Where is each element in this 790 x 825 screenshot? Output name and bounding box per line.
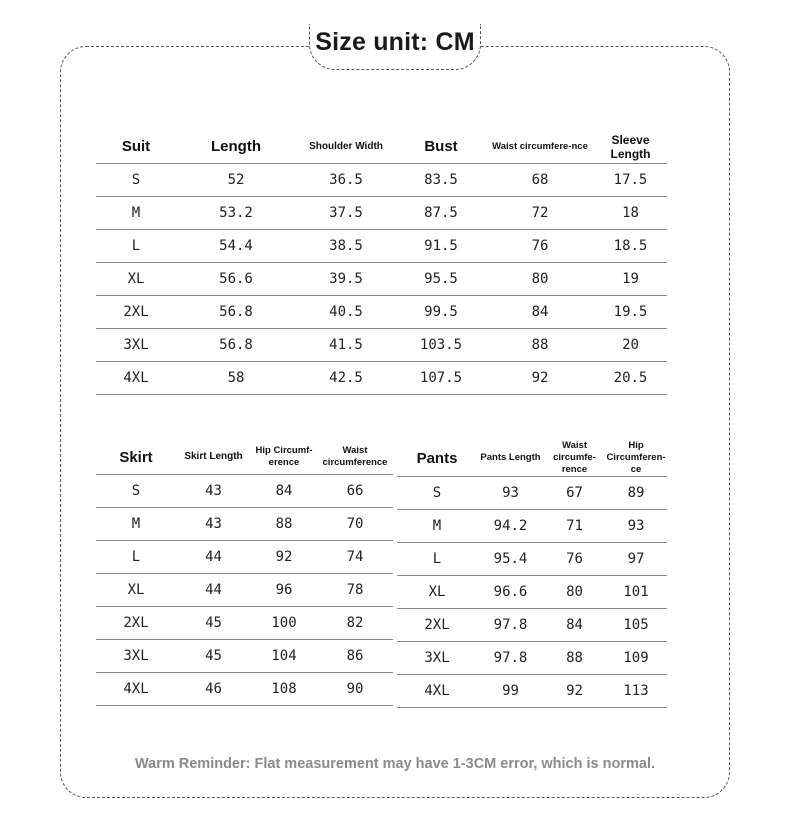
measurement-cell: 92 [486,362,594,395]
warm-reminder: Warm Reminder: Flat measurement may have 1-3CM error, which is normal. [134,756,656,772]
header-waist: Waist circumfe-rence [544,440,605,477]
size-cell: M [96,508,176,541]
measurement-cell: 92 [544,675,605,708]
measurement-cell: 52 [176,164,296,197]
measurement-cell: 84 [251,475,317,508]
suit-table-body [96,164,667,395]
table-row [397,477,667,510]
measurement-cell: 96 [251,574,317,607]
measurement-cell: 72 [486,197,594,230]
skirt-size-table [96,440,393,706]
size-cell: S [96,164,176,197]
size-cell: 4XL [96,362,176,395]
page-title: Size unit: CM [315,28,475,56]
measurement-cell: 68 [486,164,594,197]
header-pants: Pants [397,440,477,477]
measurement-cell: 113 [605,675,667,708]
measurement-cell: 39.5 [296,263,396,296]
measurement-cell: 41.5 [296,329,396,362]
table-row [96,329,667,362]
pants-size-table [397,440,667,708]
measurement-cell: 43 [176,508,251,541]
measurement-cell: 67 [544,477,605,510]
size-cell: S [397,477,477,510]
pants-table-body [397,477,667,708]
measurement-cell: 92 [251,541,317,574]
table-row [96,197,667,230]
measurement-cell: 71 [544,510,605,543]
measurement-cell: 56.8 [176,296,296,329]
measurement-cell: 42.5 [296,362,396,395]
header-sleeve-length: Sleeve Length [594,130,667,164]
measurement-cell: 99.5 [396,296,486,329]
table-row [96,640,393,673]
measurement-cell: 84 [486,296,594,329]
header-skirt: Skirt [96,440,176,475]
header-shoulder-width: Shoulder Width [296,130,396,164]
title-tab [309,24,481,70]
measurement-cell: 109 [605,642,667,675]
measurement-cell: 40.5 [296,296,396,329]
header-pants-length: Pants Length [477,440,544,477]
size-cell: 4XL [96,673,176,706]
table-row [397,510,667,543]
measurement-cell: 93 [605,510,667,543]
header-waist: Waist circumference [317,440,393,475]
measurement-cell: 44 [176,574,251,607]
measurement-cell: 70 [317,508,393,541]
measurement-cell: 19.5 [594,296,667,329]
measurement-cell: 100 [251,607,317,640]
size-cell: 4XL [397,675,477,708]
measurement-cell: 96.6 [477,576,544,609]
table-row [96,164,667,197]
table-header-row [397,440,667,477]
header-hip: Hip Circumf-erence [251,440,317,475]
measurement-cell: 44 [176,541,251,574]
table-row [96,263,667,296]
measurement-cell: 86 [317,640,393,673]
measurement-cell: 82 [317,607,393,640]
measurement-cell: 97.8 [477,642,544,675]
measurement-cell: 88 [251,508,317,541]
measurement-cell: 87.5 [396,197,486,230]
size-cell: L [397,543,477,576]
measurement-cell: 74 [317,541,393,574]
measurement-cell: 108 [251,673,317,706]
measurement-cell: 99 [477,675,544,708]
measurement-cell: 66 [317,475,393,508]
size-cell: L [96,230,176,263]
table-row [96,508,393,541]
size-cell: 2XL [96,607,176,640]
table-row [397,543,667,576]
measurement-cell: 91.5 [396,230,486,263]
size-cell: 2XL [397,609,477,642]
size-cell: S [96,475,176,508]
size-cell: M [397,510,477,543]
table-row [397,609,667,642]
measurement-cell: 83.5 [396,164,486,197]
measurement-cell: 93 [477,477,544,510]
measurement-cell: 95.4 [477,543,544,576]
measurement-cell: 45 [176,607,251,640]
size-cell: XL [397,576,477,609]
measurement-cell: 94.2 [477,510,544,543]
header-bust: Bust [396,130,486,164]
size-cell: L [96,541,176,574]
measurement-cell: 18 [594,197,667,230]
table-row [397,675,667,708]
measurement-cell: 90 [317,673,393,706]
size-cell: 3XL [397,642,477,675]
table-row [96,296,667,329]
measurement-cell: 20.5 [594,362,667,395]
measurement-cell: 88 [486,329,594,362]
table-header-row [96,440,393,475]
table-row [96,673,393,706]
size-cell: XL [96,263,176,296]
measurement-cell: 101 [605,576,667,609]
measurement-cell: 20 [594,329,667,362]
header-hip: Hip Circumferen-ce [606,440,666,475]
measurement-cell: 38.5 [296,230,396,263]
measurement-cell: 97.8 [477,609,544,642]
table-row [96,574,393,607]
size-cell: 3XL [96,640,176,673]
header-skirt-length: Skirt Length [176,440,251,475]
measurement-cell: 84 [544,609,605,642]
skirt-table-body [96,475,393,706]
measurement-cell: 53.2 [176,197,296,230]
measurement-cell: 54.4 [176,230,296,263]
measurement-cell: 56.6 [176,263,296,296]
measurement-cell: 19 [594,263,667,296]
measurement-cell: 37.5 [296,197,396,230]
measurement-cell: 107.5 [396,362,486,395]
table-row [96,362,667,395]
table-row [96,475,393,508]
measurement-cell: 58 [176,362,296,395]
size-cell: 3XL [96,329,176,362]
measurement-cell: 104 [251,640,317,673]
size-cell: 2XL [96,296,176,329]
table-row [96,607,393,640]
measurement-cell: 105 [605,609,667,642]
table-row [397,576,667,609]
measurement-cell: 97 [605,543,667,576]
header-length: Length [176,130,296,164]
size-cell: M [96,197,176,230]
table-header-row [96,130,667,164]
measurement-cell: 43 [176,475,251,508]
header-waist: Waist circumfere-nce [486,130,594,164]
table-row [96,230,667,263]
table-row [397,642,667,675]
suit-size-table [96,130,667,395]
measurement-cell: 78 [317,574,393,607]
measurement-cell: 88 [544,642,605,675]
measurement-cell: 89 [605,477,667,510]
measurement-cell: 103.5 [396,329,486,362]
measurement-cell: 18.5 [594,230,667,263]
table-row [96,541,393,574]
measurement-cell: 46 [176,673,251,706]
measurement-cell: 36.5 [296,164,396,197]
header-suit: Suit [96,130,176,164]
measurement-cell: 45 [176,640,251,673]
measurement-cell: 17.5 [594,164,667,197]
measurement-cell: 56.8 [176,329,296,362]
measurement-cell: 80 [486,263,594,296]
measurement-cell: 95.5 [396,263,486,296]
measurement-cell: 76 [486,230,594,263]
measurement-cell: 76 [544,543,605,576]
measurement-cell: 80 [544,576,605,609]
size-cell: XL [96,574,176,607]
